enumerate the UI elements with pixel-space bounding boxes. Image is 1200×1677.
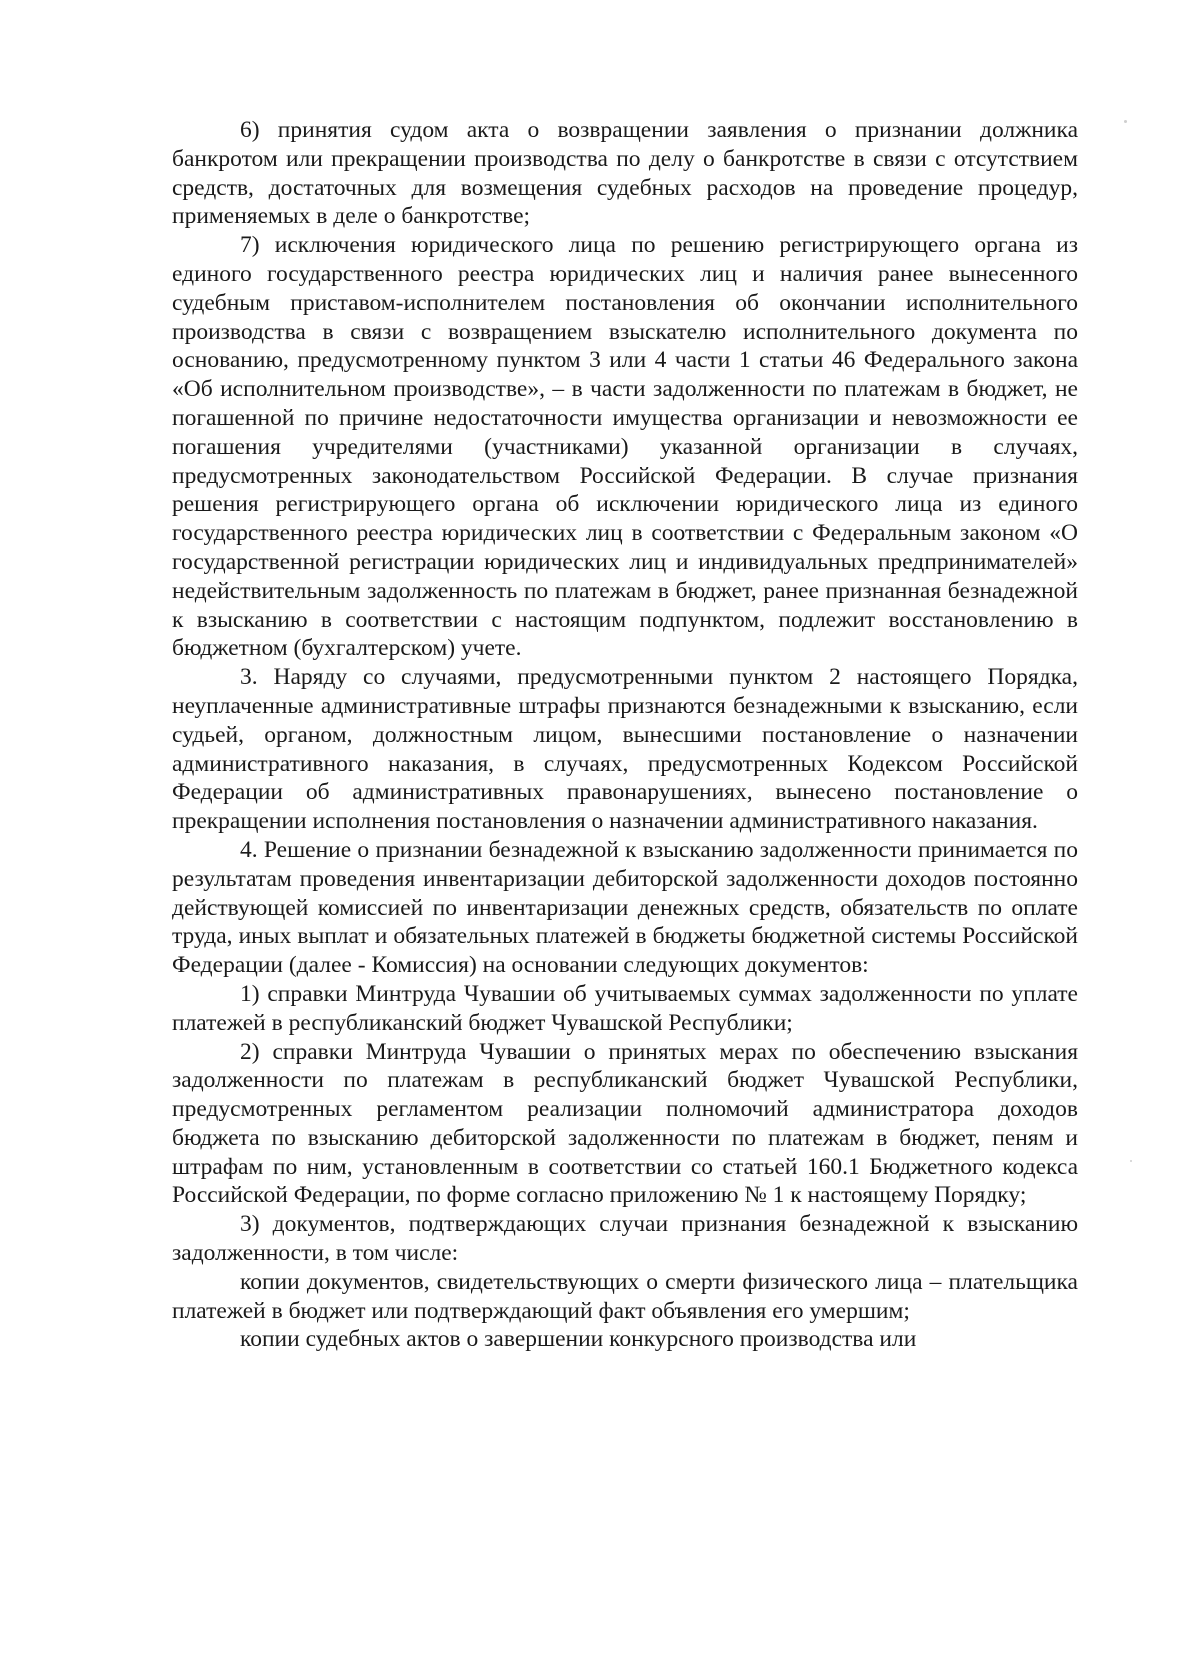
paragraph-death-documents: копии документов, свидетельствующих о смерти физического лица – плательщика платежей в бюджет или подтверждающий факт объявления его умершим;: [172, 1268, 1078, 1324]
scan-speck: [1130, 1160, 1132, 1162]
paragraph-subitem-2: 2) справки Минтруда Чувашии о принятых мерах по обеспечению взыскания задолженности по платежам в республиканский бюджет Чувашской Республики, предусмотренных регламентом реализации полномочий администратора доходов бюджета по взысканию дебиторской задолженности по платежам в бюджет, пеням и штрафам по ним, установленным в соответствии со статьей 160.1 Бюджетного кодекса Российской Федерации, по форме согласно приложению № 1 к настоящему Порядку;: [172, 1038, 1078, 1209]
paragraph-item-7: 7) исключения юридического лица по решению регистрирующего органа из единого государственного реестра юридических лиц и наличия ранее вынесенного судебным приставом-исполнителем постановления об окончании исполнительного производства в связи с возвращением взыскателю исполнительного документа по основанию, предусмотренному пунктом 3 или 4 части 1 статьи 46 Федерального закона «Об исполнительном производстве», – в части задолженности по платежам в бюджет, не погашенной по причине недостаточности имущества организации и невозможности ее погашения учредителями (участниками) указанной организации в случаях, предусмотренных законодательством Российской Федерации. В случае признания решения регистрирующего органа об исключении юридического лица из единого государственного реестра юридических лиц в соответствии с Федеральным законом «О государственной регистрации юридических лиц и индивидуальных предпринимателей» недействительным задолженность по платежам в бюджет, ранее признанная безнадежной к взысканию в соответствии с настоящим подпунктом, подлежит восстановлению в бюджетном (бухгалтерском) учете.: [172, 232, 1078, 662]
scan-speck: [1124, 120, 1127, 123]
paragraph-clause-4: 4. Решение о признании безнадежной к взысканию задолженности принимается по результатам проведения инвентаризации дебиторской задолженности доходов постоянно действующей комиссией по инвентаризации денежных средств, обязательств по оплате труда, иных выплат и обязательных платежей в бюджеты бюджетной системы Российской Федерации (далее - Комиссия) на основании следующих документов:: [172, 836, 1078, 979]
paragraph-subitem-1: 1) справки Минтруда Чувашии об учитываемых суммах задолженности по уплате платежей в республиканский бюджет Чувашской Республики;: [172, 980, 1078, 1036]
paragraph-court-acts: копии судебных актов о завершении конкурсного производства или: [240, 1326, 917, 1353]
document-body: [172, 116, 1078, 1354]
paragraph-subitem-3: 3) документов, подтверждающих случаи признания безнадежной к взысканию задолженности, в том числе:: [172, 1211, 1078, 1267]
paragraph-clause-3: 3. Наряду со случаями, предусмотренными пунктом 2 настоящего Порядка, неуплаченные административные штрафы признаются безнадежными к взысканию, если судьей, органом, должностным лицом, вынесшими постановление о назначении административного наказания, в случаях, предусмотренных Кодексом Российской Федерации об административных правонарушениях, вынесено постановление о прекращении исполнения постановления о назначении административного наказания.: [172, 664, 1078, 835]
paragraph-item-6: 6) принятия судом акта о возвращении заявления о признании должника банкротом или прекращении производства по делу о банкротстве в связи с отсутствием средств, достаточных для возмещения судебных расходов на проведение процедур, применяемых в деле о банкротстве;: [172, 117, 1078, 230]
